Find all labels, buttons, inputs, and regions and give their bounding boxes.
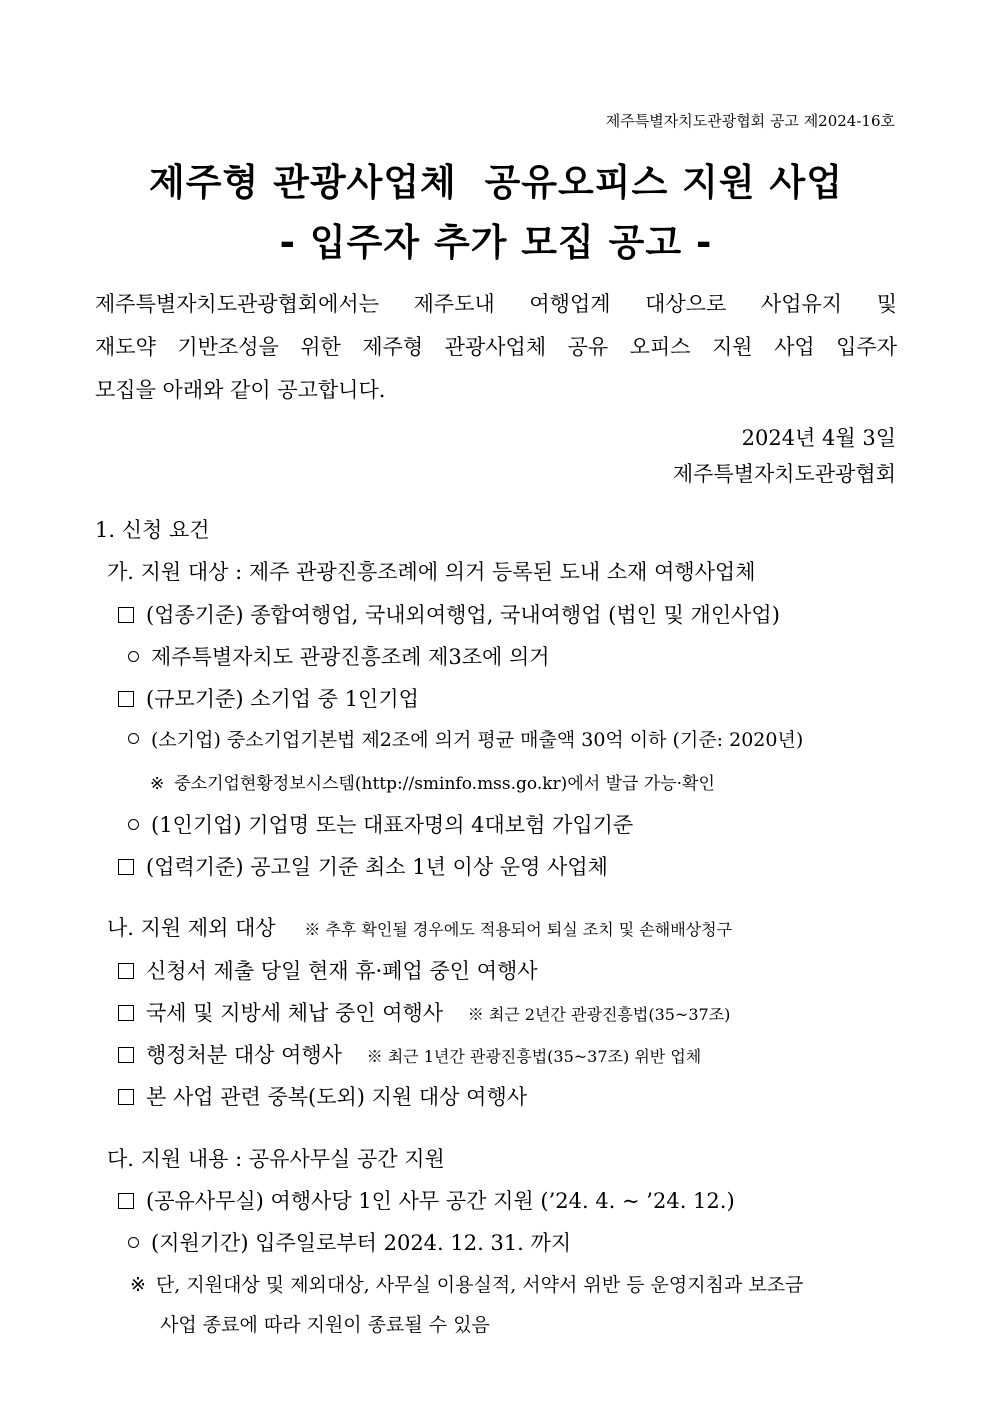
circle-bullet-icon <box>128 733 139 744</box>
list-item <box>118 1039 701 1069</box>
heading-note: ※ 추후 확인될 경우에도 적용되어 퇴실 조치 및 손해배상청구 <box>304 920 733 939</box>
section-1-heading: 1. 신청 요건 <box>95 518 210 542</box>
checkbox-square-icon <box>118 1005 134 1021</box>
item-note: ※ 최근 2년간 관광진흥법(35~37조) <box>467 1005 731 1024</box>
checkbox-square-icon <box>118 1193 134 1209</box>
list-item <box>118 1185 735 1215</box>
list-item <box>118 599 780 629</box>
issuer-name: 제주특별자치도관광협회 <box>672 462 896 486</box>
item-text: 제주특별자치도 관광진흥조례 제3조에 의거 <box>151 645 550 669</box>
item-text: (1인기업) 기업명 또는 대표자명의 4대보험 가입기준 <box>151 813 634 837</box>
list-subitem <box>128 725 803 752</box>
title-sub: - 입주자 추가 모집 공고 - <box>279 221 713 264</box>
note-text: 중소기업현황정보시스템(http://sminfo.mss.go.kr)에서 발급 가능·확인 <box>174 774 715 794</box>
circle-bullet-icon <box>128 1237 139 1248</box>
checkbox-square-icon <box>118 607 134 623</box>
checkbox-square-icon <box>118 963 134 979</box>
section-a-heading: 가. 지원 대상 : 제주 관광진흥조례에 의거 등록된 도내 소재 여행사업체 <box>107 560 756 584</box>
intro-line-2: 재도약 기반조성을 위한 제주형 관광사업체 공유 오피스 지원 사업 입주자 <box>95 335 897 359</box>
list-subitem <box>128 1227 571 1257</box>
reference-note-continued: 사업 종료에 따라 지원이 종료될 수 있음 <box>160 1314 490 1336</box>
list-item <box>118 1081 527 1111</box>
note-text: 단, 지원대상 및 제외대상, 사무실 이용실적, 서약서 위반 등 운영지침과 보조금 <box>155 1274 804 1296</box>
list-item <box>118 851 608 881</box>
item-text: (공유사무실) 여행사당 1인 사무 공간 지원 (’24. 4. ~ ’24. 12.) <box>146 1189 735 1213</box>
item-text: 본 사업 관련 중복(도외) 지원 대상 여행사 <box>146 1085 528 1109</box>
section-c-heading: 다. 지원 내용 : 공유사무실 공간 지원 <box>107 1147 445 1171</box>
list-item <box>118 683 419 713</box>
list-subitem <box>128 641 550 671</box>
checkbox-square-icon <box>118 859 134 875</box>
intro-paragraph <box>95 283 897 412</box>
list-item <box>118 955 538 985</box>
intro-line-3: 모집을 아래와 같이 공고합니다. <box>95 378 386 402</box>
checkbox-square-icon <box>118 1047 134 1063</box>
list-subitem <box>128 809 633 839</box>
checkbox-square-icon <box>118 691 134 707</box>
reference-mark: ※ <box>150 774 165 794</box>
reference-mark: ※ <box>130 1274 146 1296</box>
item-text: (업력기준) 공고일 기준 최소 1년 이상 운영 사업체 <box>146 855 608 879</box>
item-text: (지원기간) 입주일로부터 2024. 12. 31. 까지 <box>151 1231 572 1255</box>
heading-text: 나. 지원 제외 대상 <box>107 916 276 940</box>
circle-bullet-icon <box>128 819 139 830</box>
title-main: 제주형 관광사업체 공유오피스 지원 사업 <box>148 161 844 204</box>
list-item <box>118 997 730 1027</box>
item-text: 국세 및 지방세 체납 중인 여행사 <box>146 1001 444 1025</box>
reference-note <box>130 1270 803 1297</box>
notice-number: 제주특별자치도관광협회 공고 제2024-16호 <box>605 112 895 130</box>
item-text: (규모기준) 소기업 중 1인기업 <box>146 687 419 711</box>
item-note: ※ 최근 1년간 관광진흥법(35~37조) 위반 업체 <box>366 1047 702 1066</box>
section-b-heading <box>107 912 732 942</box>
reference-note <box>150 769 715 794</box>
item-text: 행정처분 대상 여행사 <box>146 1043 342 1067</box>
circle-bullet-icon <box>128 651 139 662</box>
item-text: (소기업) 중소기업기본법 제2조에 의거 평균 매출액 30억 이하 (기준: 2020년) <box>151 729 804 751</box>
intro-line-1: 제주특별자치도관광협회에서는 제주도내 여행업계 대상으로 사업유지 및 <box>95 292 897 316</box>
item-text: 신청서 제출 당일 현재 휴·폐업 중인 여행사 <box>146 959 538 983</box>
checkbox-square-icon <box>118 1089 134 1105</box>
announcement-date: 2024년 4월 3일 <box>741 426 896 450</box>
item-text: (업종기준) 종합여행업, 국내외여행업, 국내여행업 (법인 및 개인사업) <box>146 603 780 627</box>
